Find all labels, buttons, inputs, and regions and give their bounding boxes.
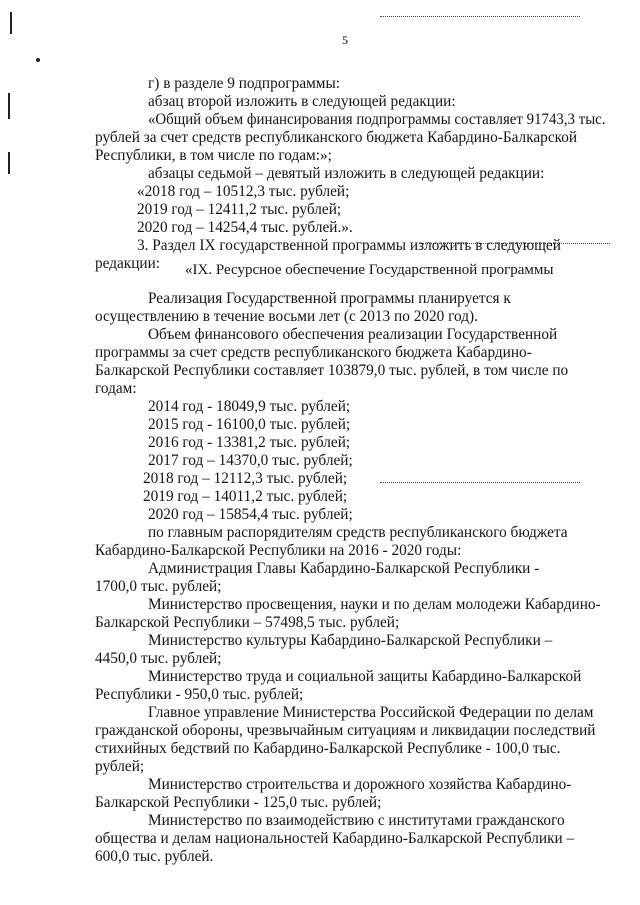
- text-line: программы за счет средств республиканского бюджета Кабардино-: [95, 344, 532, 361]
- text-line: 2019 год – 12411,2 тыс. рублей;: [137, 201, 342, 218]
- text-line: Министерство просвещения, науки и по делам молодежи Кабардино-: [148, 596, 601, 613]
- page-number: 5: [342, 33, 348, 47]
- text-line: по главным распорядителям средств республиканского бюджета: [148, 524, 568, 541]
- scan-margin-mark: [10, 12, 12, 34]
- year-line: 2016 год - 13381,2 тыс. рублей;: [148, 434, 351, 451]
- text-line: Министерство культуры Кабардино-Балкарской Республики –: [148, 632, 553, 649]
- text-line: г) в разделе 9 подпрограммы:: [148, 75, 340, 92]
- year-line: 2017 год – 14370,0 тыс. рублей;: [148, 452, 353, 469]
- scan-margin-mark: [8, 152, 10, 174]
- text-line: 2020 год – 14254,4 тыс. рублей.».: [137, 219, 353, 236]
- text-line: Министерство по взаимодействию с институтами гражданского: [148, 812, 565, 829]
- text-line: Министерство труда и социальной защиты Кабардино-Балкарской: [148, 668, 582, 685]
- text-line: годам:: [95, 380, 137, 397]
- text-line: 3. Раздел IX государственной программы изложить в следующей: [137, 237, 561, 254]
- text-line: Министерство строительства и дорожного хозяйства Кабардино-: [148, 776, 572, 793]
- text-line: «Общий объем финансирования подпрограммы составляет 91743,3 тыс.: [148, 111, 606, 128]
- text-line: Главное управление Министерства Российской Федерации по делам: [148, 704, 594, 721]
- text-line: абзац второй изложить в следующей редакции:: [148, 93, 456, 110]
- text-line: Реализация Государственной программы планируется к: [148, 290, 511, 307]
- text-line: абзацы седьмой – девятый изложить в следующей редакции:: [148, 165, 545, 182]
- scan-margin-mark: [8, 93, 10, 119]
- text-line: Балкарской Республики составляет 103879,0 тыс. рублей, в том числе по: [95, 362, 569, 379]
- text-line: «2018 год – 10512,3 тыс. рублей;: [137, 183, 350, 200]
- text-line: общества и делам национальностей Кабардино-Балкарской Республики –: [95, 830, 575, 847]
- scan-noise: [380, 16, 580, 17]
- text-line: Администрация Главы Кабардино-Балкарской Республики -: [148, 560, 540, 577]
- year-line: 2015 год - 16100,0 тыс. рублей;: [148, 416, 351, 433]
- text-line: Кабардино-Балкарской Республики на 2016 - 2020 годы:: [95, 542, 462, 559]
- text-line: 4450,0 тыс. рублей;: [95, 650, 222, 667]
- text-line: осуществлению в течение восьми лет (с 2013 по 2020 год).: [95, 308, 478, 325]
- text-line: гражданской обороны, чрезвычайным ситуациям и ликвидации последствий: [95, 722, 596, 739]
- text-line: рублей за счет средств республиканского бюджета Кабардино-Балкарской: [95, 129, 578, 146]
- scan-dot: [36, 58, 40, 62]
- text-line: 600,0 тыс. рублей.: [95, 848, 214, 865]
- text-line: 1700,0 тыс. рублей;: [95, 578, 222, 595]
- section-heading: «IX. Ресурсное обеспечение Государственной программы: [185, 262, 554, 278]
- text-line: рублей;: [95, 758, 145, 775]
- year-line: 2019 год – 14011,2 тыс. рублей;: [143, 488, 348, 505]
- year-line: 2014 год - 18049,9 тыс. рублей;: [148, 398, 351, 415]
- text-line: стихийных бедствий по Кабардино-Балкарской Республике - 100,0 тыс.: [95, 740, 561, 757]
- year-line: 2018 год – 12112,3 тыс. рублей;: [143, 470, 348, 487]
- text-line: Республики - 950,0 тыс. рублей;: [95, 686, 304, 703]
- text-line: Балкарской Республики - 125,0 тыс. рублей;: [95, 794, 382, 811]
- scan-noise: [380, 482, 580, 483]
- text-line: Республики, в том числе по годам:»;: [95, 147, 332, 164]
- text-line: Балкарской Республики – 57498,5 тыс. рублей;: [95, 614, 400, 631]
- year-line: 2020 год – 15854,4 тыс. рублей;: [148, 506, 353, 523]
- text-line: Объем финансового обеспечения реализации Государственной: [148, 326, 558, 343]
- text-line: редакции:: [95, 255, 161, 272]
